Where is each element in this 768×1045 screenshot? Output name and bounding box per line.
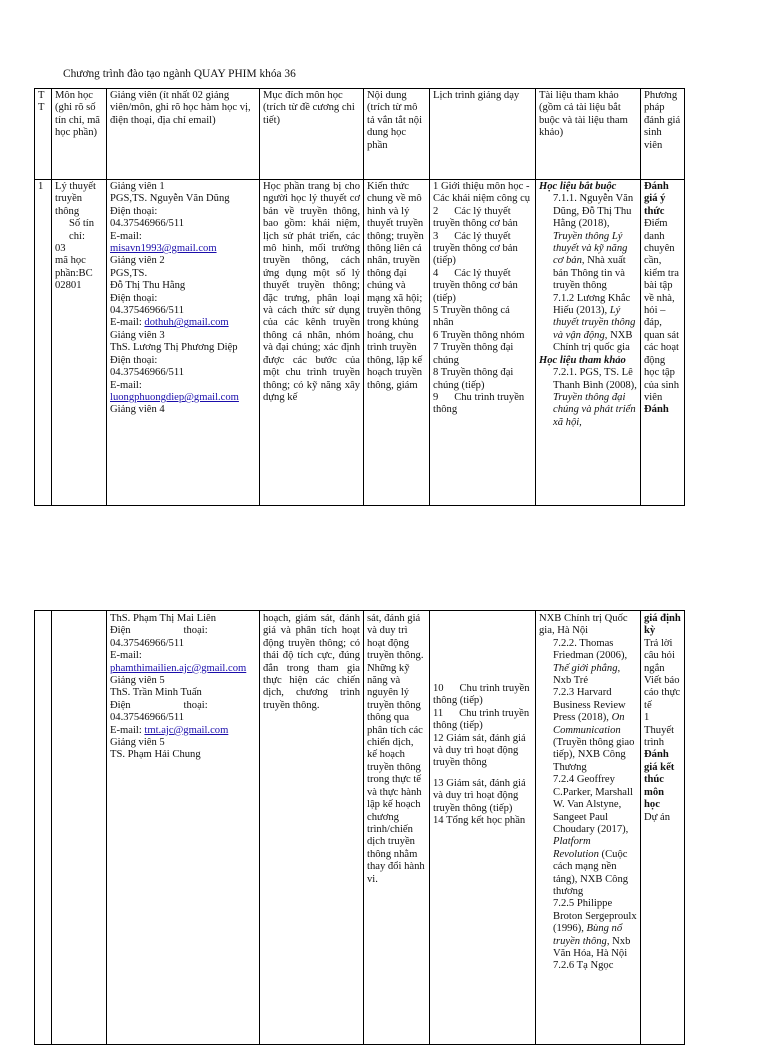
lecturer-line: 04.37546966/511: [110, 637, 185, 649]
lecturer-line: Giảng viên 4: [110, 404, 165, 416]
assessment-text: Dự án: [644, 811, 671, 823]
reference-item: 7.2.5 Philippe Broton Sergeproulx (1996), Bùng nổ truyền thông, Nxb Văn Hóa, Hà Nội: [553, 898, 640, 959]
lecturer-line: Điện thoại:: [110, 292, 158, 304]
schedule-item: 13 Giám sát, đánh giá và duy trì hoạt động truyền thông (tiếp): [433, 777, 529, 814]
lecturer-line: PGS,TS. Nguyễn Văn Dũng: [110, 193, 230, 205]
required-materials-heading: Học liệu bắt buộc: [539, 181, 617, 192]
lecturer-line: Giảng viên 1: [110, 181, 165, 192]
lecturer-line: Giảng viên 5: [110, 737, 165, 749]
email-link[interactable]: phamthimailien.ajc@gmail.com: [110, 662, 247, 674]
purpose-cell: hoạch, giám sát, đánh giá và phân tích hoạt động truyền thông; có thái độ tích cực, đúng đắn trong tham gia thực hiện các chiến dịch, chương trình truyền thông.: [260, 611, 364, 1045]
schedule-item: 7 Truyền thông đại chúng: [433, 342, 516, 366]
lecturer-line: E-mail: dothuh@gmail.com: [110, 317, 229, 329]
header-phuong-phap: Phương pháp đánh giá sinh viên: [641, 89, 685, 180]
assessment-text: Điểm danh chuyên cần, kiểm tra bài tập về nhà, hỏi – đáp, quan sát các hoạt động học tập của sinh viên: [644, 218, 682, 403]
lecturer-line: E-mail:: [110, 650, 142, 662]
table-row: [35, 611, 685, 1045]
content-cell: Kiến thức chung về mô hình và lý thuyết truyền thông; truyền thông liên cá nhân, truyền thông đại chúng và mạng xã hội; truyền thông trong khủng hoảng, chu trình truyền thông, lập kế hoạch truyền thông, giám: [364, 180, 430, 506]
references-cell: [536, 180, 641, 506]
lecturer-line: 04.37546966/511: [110, 305, 185, 317]
curriculum-table-part-1: [34, 88, 685, 506]
assessment-heading-attitude: Đánh giá ý thức: [644, 181, 672, 217]
table-header-row: [35, 89, 685, 180]
header-tai-lieu: Tài liệu tham khảo (gồm cả tài liệu bắt buộc và tài liệu tham khảo): [536, 89, 641, 180]
course-code-label: mã học phần:BC: [55, 255, 93, 279]
lecturer-line: PGS,TS.: [110, 267, 148, 279]
assessment-text: Trả lời câu hỏi ngắn: [644, 637, 678, 674]
row-number: 1: [35, 180, 52, 506]
lecturer-line: E-mail: tmt.ajc@gmail.com: [110, 724, 229, 736]
header-tt: T T: [35, 89, 52, 180]
schedule-item: 6 Truyền thông nhóm: [433, 329, 525, 341]
lecturer-line: Điện thoại:: [110, 354, 158, 366]
schedule-item: 10 Chu trình truyền thông (tiếp): [433, 683, 533, 707]
reference-item: 7.1.2 Lương Khắc Hiếu (2013), Lý thuyết truyền thông và vận động, NXB Chính trị quốc gia: [553, 292, 639, 354]
assessment-heading-periodic-start: Đánh: [644, 404, 669, 416]
schedule-item: 8 Truyền thông đại chúng (tiếp): [433, 367, 516, 391]
lecturer-line: Điện thoại:: [110, 625, 208, 637]
assessment-cell: [641, 180, 685, 506]
purpose-cell: Học phần trang bị cho người học lý thuyết cơ bản về truyền thông, bao gồm: khái niệm, lịch sử phát triển, các mô hình, mối trường truyền thông, cách ứng dụng một số lý thuyết truyền thông; đặc trưng, phân loại và cách thức sử dụng của các kênh truyền thông cá nhân, nhóm và đại chúng; xác định được các bước của một chu trình truyền thông; có kỹ năng xây dựng kế: [260, 180, 364, 506]
lecturer-line: E-mail:: [110, 379, 142, 391]
course-cell-empty: [52, 611, 107, 1045]
email-link[interactable]: dothuh@gmail.com: [144, 317, 229, 329]
credits-label: Số tín chỉ:: [69, 218, 97, 242]
lecturer-line: ThS. Lương Thị Phương Diệp: [110, 342, 238, 354]
reference-item: 7.2.6 Tạ Ngọc: [553, 960, 614, 972]
lecturer-line: 04.37546966/511: [110, 367, 185, 379]
header-giang-vien: Giảng viên (ít nhất 02 giảng viên/môn, ghi rõ học hàm học vị, điện thoại, địa chỉ email): [107, 89, 260, 180]
email-link[interactable]: luongphuongdiep@gmail.com: [110, 391, 239, 403]
email-link[interactable]: tmt.ajc@gmail.com: [144, 724, 229, 736]
reference-item: 7.2.2. Thomas Friedman (2006), Thế giới phẳng, Nxb Trẻ: [553, 637, 630, 687]
course-name: Lý thuyết truyền thông: [55, 181, 99, 217]
schedule-cell: [430, 180, 536, 506]
reference-item: 7.2.3 Harvard Business Review Press (2018), On Communication (Truyền thông giao tiếp), NXB Công Thương: [553, 687, 638, 773]
assessment-heading-periodic-end: giá định kỳ: [644, 613, 684, 637]
schedule-item: 14 Tổng kết học phần: [433, 815, 526, 827]
lecturer-line: [110, 663, 256, 675]
header-muc-dich: Mục đích môn học (trích từ đề cương chi tiết): [260, 89, 364, 180]
lecturer-line: [110, 392, 256, 404]
assessment-text: 1 Thuyết trình: [644, 712, 677, 749]
course-cell: [52, 180, 107, 506]
lecturer-line: Giảng viên 3: [110, 329, 165, 341]
row-number-empty: [35, 611, 52, 1045]
reference-item: 7.1.1. Nguyễn Văn Dũng, Đỗ Thị Thu Hằng (2018), Truyền thông Lý thuyết và kỹ năng cơ bản, Nhà xuất bản Thông tin và truyền thông: [553, 193, 636, 292]
curriculum-table-part-2: [34, 610, 685, 1045]
header-mon-hoc: Môn học (ghi rõ số tín chỉ, mã học phần): [52, 89, 107, 180]
lecturer-line: ThS. Trần Minh Tuấn: [110, 687, 202, 699]
document-title: Chương trình đào tạo ngành QUAY PHIM khóa 36: [63, 68, 296, 80]
lecturer-line: 04.37546966/511: [110, 712, 185, 724]
schedule-cell: [430, 611, 536, 1045]
header-noi-dung: Nội dung (trích từ mô tả vắn tắt nội dung học phần: [364, 89, 430, 180]
reference-item: 7.2.1. PGS, TS. Lê Thanh Bình (2008), Truyền thông đại chúng và phát triển xã hội,: [553, 367, 640, 428]
lecturer-line: E-mail:: [110, 230, 142, 242]
schedule-item: 9 Chu trình truyền thông: [433, 391, 527, 416]
content-cell: sát, đánh giá và duy trì hoạt động truyền thông. Những kỹ năng và nguyên lý truyền thông thông qua phân tích các chiến dịch, kế hoạch truyền thông trong thực tế và thực hành lập kế hoạch chương trình/chiến dịch truyền thông nhằm thay đổi hành vi.: [364, 611, 430, 1045]
table-row: [35, 180, 685, 506]
lecturer-line: [110, 243, 256, 255]
schedule-item: 5 Truyền thông cá nhân: [433, 305, 513, 329]
credits-value: 03: [55, 243, 66, 255]
lecturer-line: TS. Phạm Hải Chung: [110, 749, 201, 761]
email-link[interactable]: misavn1993@gmail.com: [110, 243, 217, 255]
lecturers-cell: [107, 180, 260, 506]
reference-continued: NXB Chính trị Quốc gia, Hà Nội: [539, 613, 631, 637]
lecturer-line: Giảng viên 2: [110, 255, 165, 267]
schedule-item: 11 Chu trình truyền thông (tiếp): [433, 707, 532, 732]
schedule-item: 2 Các lý thuyết truyền thông cơ bản: [433, 205, 518, 230]
lecturer-line: Điện thoại:: [110, 205, 158, 217]
references-cell: [536, 611, 641, 1045]
header-lich-trinh: Lịch trình giảng dạy: [430, 89, 536, 180]
schedule-item: 12 Giám sát, đánh giá và duy trì hoạt động truyền thông: [433, 732, 529, 769]
lecturer-line: ThS. Phạm Thị Mai Liên: [110, 613, 217, 624]
reference-materials-heading: Học liệu tham khảo: [539, 354, 626, 366]
reference-item: 7.2.4 Geoffrey C.Parker, Marshall W. Van Alstyne, Sangeet Paul Choudary (2017), Platform Revolution (Cuộc cách mạng nền tảng), NXB Công thương: [553, 774, 636, 897]
lecturer-line: Điện thoại:: [110, 699, 208, 711]
lecturer-line: Đỗ Thị Thu Hằng: [110, 280, 186, 292]
schedule-item: 1 Giới thiệu môn học - Các khái niệm công cụ: [433, 181, 533, 205]
lecturers-cell: [107, 611, 260, 1045]
schedule-item: 3 Các lý thuyết truyền thông cơ bản (tiếp): [433, 230, 521, 267]
schedule-item: 4 Các lý thuyết truyền thông cơ bản (tiếp): [433, 267, 521, 304]
assessment-text: Viết báo cáo thực tế: [644, 675, 683, 711]
lecturer-line: Giảng viên 5: [110, 675, 165, 687]
assessment-heading-final: Đánh giá kết thúc môn học: [644, 749, 677, 811]
course-code-value: 02801: [55, 280, 82, 292]
assessment-cell: [641, 611, 685, 1045]
lecturer-line: 04.37546966/511: [110, 218, 185, 230]
